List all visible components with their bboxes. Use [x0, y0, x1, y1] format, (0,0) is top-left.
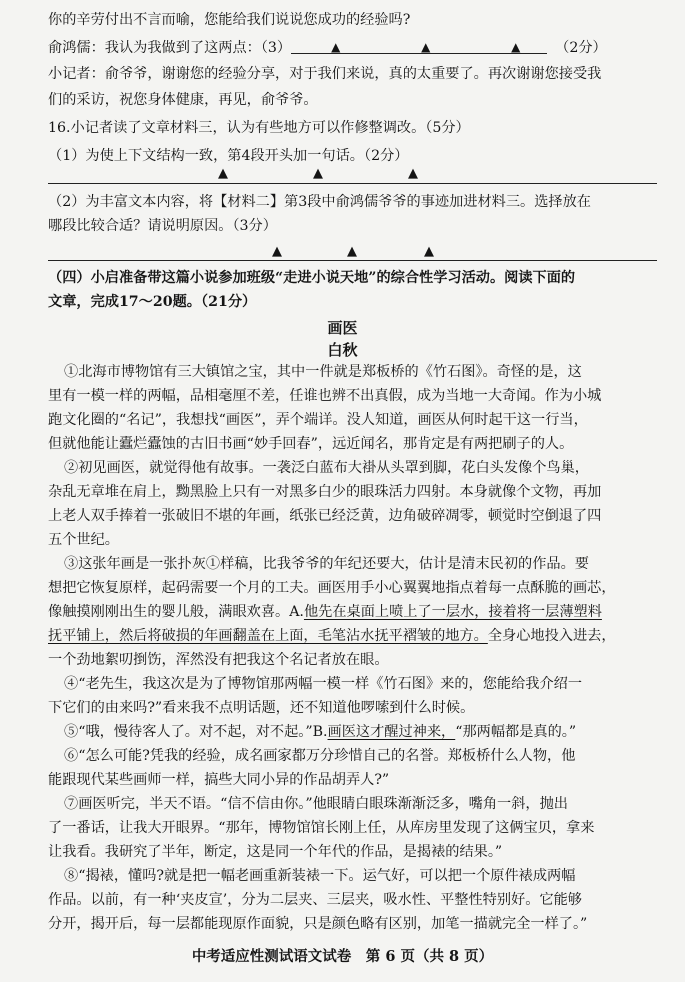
paragraph-line: 里有一模一样的两幅，品相毫厘不差，任谁也辨不出真假，成为当地一大奇闻。作为小城 — [48, 388, 602, 404]
triangle-icon: ▲ — [218, 166, 228, 181]
triangle-icon: ▲ — [313, 166, 323, 181]
story-author: 白秋 — [327, 341, 358, 359]
paragraph-line: 分开，揭开后，每一层都能现原作面貌，只是颜色略有区别，加笔一描就完全一样了。” — [48, 916, 588, 932]
paragraph-line: 下它们的由来吗?”看来我不点明话题，还不知道他啰嗦到什么时候。 — [48, 700, 475, 716]
underlined-sentence-a: 抚平铺上，然后将破损的年画翻盖在上面，毛笔沾水抚平褶皱的地方。 — [48, 628, 488, 644]
paragraph-line: 一个劲地絮叨捯饬，浑然没有把我这个名记者放在眼。 — [48, 652, 389, 668]
underlined-sentence-b: 画医这才醒过神来， — [327, 724, 456, 740]
paragraph-line: ⑥“怎么可能?凭我的经验，成名画家都万分珍惜自己的名誉。郑板桥什么人物，他 — [64, 748, 576, 764]
paragraph-line: 想把它恢复原样，起码需要一个月的工夫。画医用手小心翼翼地指点着每一点酥脆的画芯， — [48, 580, 616, 596]
triangle-icon: ▲ — [408, 166, 418, 181]
triangle-icon: ▲ — [347, 244, 357, 259]
triangle-icon: ▲ — [421, 40, 431, 54]
text-segment: 全身心地投入进去， — [487, 628, 616, 644]
story-title: 画医 — [327, 319, 358, 337]
paragraph-line: ⑧“揭裱，懂吗?就是把一幅老画重新装裱一下。运气好，可以把一个原件裱成两幅 — [64, 868, 576, 884]
paragraph-line: ②初见画医，就觉得他有故事。一袭泛白蓝布大褂从头罩到脚，花白头发像个鸟巢， — [64, 460, 589, 476]
paragraph-line: 上老人双手捧着一张破旧不堪的年画，纸张已经泛黄，边角破碎凋零，顿觉时空倒退了四 — [48, 508, 602, 524]
paragraph-line: 杂乱无章堆在肩上，黝黑脸上只有一对黑多白少的眼珠活力四射。本身就像个文物，再加 — [48, 484, 602, 500]
paragraph-line: 让我看。我研究了半年，断定，这是同一个年代的作品，是揭裱的结果。” — [48, 844, 503, 860]
page-footer: 中考适应性测试语文试卷 第 6 页（共 8 页） — [191, 948, 494, 965]
text-segment: 俞鸿儒：我认为我做到了这两点：（3） — [48, 40, 292, 56]
paragraph-line — [64, 722, 657, 742]
triangle-icon: ▲ — [511, 40, 521, 54]
triangle-icon: ▲ — [272, 244, 282, 259]
section-heading: 文章，完成17～20题。（21分） — [48, 294, 257, 310]
section-heading: （四）小启准备带这篇小说参加班级“走进小说天地”的综合性学习活动。阅读下面的 — [48, 270, 576, 286]
triangle-icon: ▲ — [331, 40, 341, 54]
paragraph-line: ③这张年画是一张扑灰①样稿，比我爷爷的年纪还要大，估计是清末民初的作品。要 — [64, 556, 589, 572]
paragraph-line: 跑文化圈的“名记”，我想找“画医”，弄个端详。没人知道，画医从何时起干这一行当， — [48, 412, 588, 428]
text-line: 你的辛劳付出不言而喻，您能给我们说说您成功的经验吗? — [48, 12, 411, 28]
answer-rule[interactable] — [48, 183, 657, 184]
question-part: （2）为丰富文本内容，将【材料二】第3段中俞鸿儒爷爷的事迹加进材料三。选择放在 — [48, 194, 591, 210]
triangle-icon: ▲ — [424, 244, 434, 259]
question-part: 哪段比较合适？请说明原因。（3分） — [48, 218, 277, 234]
paragraph-line: 了一番话，让我大开眼界。“那年，博物馆馆长刚上任，从库房里发现了这俩宝贝，拿来 — [48, 820, 595, 836]
text-segment: “那两幅都是真的。” — [455, 724, 577, 740]
answer-blank[interactable] — [291, 39, 547, 54]
text-line: 们的采访，祝您身体健康，再见，俞爷爷。 — [48, 92, 318, 108]
underlined-sentence-a: 他先在桌面上喷上了一层水，接着将一层薄塑料 — [303, 604, 602, 620]
question-part: （1）为使上下文结构一致，第4段开头加一句话。（2分） — [48, 148, 409, 164]
answer-line — [48, 38, 657, 58]
text-segment: 像触摸刚刚出生的婴儿般，满眼欢喜。A. — [48, 604, 304, 620]
score-label: （2分） — [555, 40, 607, 56]
text-line: 小记者：俞爷爷，谢谢您的经验分享，对于我们来说，真的太重要了。再次谢谢您接受我 — [48, 66, 602, 82]
paragraph-line: ①北海市博物馆有三大镇馆之宝，其中一件就是郑板桥的《竹石图》。奇怪的是，这 — [64, 364, 582, 380]
paragraph-line: ④“老先生，我这次是为了博物馆那两幅一模一样《竹石图》来的，您能给我介绍一 — [64, 676, 583, 692]
question-title: 16.小记者读了文章材料三，认为有些地方可以作修整调改。（5分） — [48, 120, 470, 136]
paragraph-line — [48, 626, 657, 646]
paragraph-line: ⑦画医听完，半天不语。“信不信由你。”他眼睛白眼珠渐渐泛多，嘴角一斜，抛出 — [64, 796, 568, 812]
paragraph-line: 但就他能让蠹烂蠹蚀的古旧书画“妙手回春”，远近闻名，那肯定是有两把刷子的人。 — [48, 436, 574, 452]
paragraph-line: 五个世纪。 — [48, 532, 119, 548]
answer-rule[interactable] — [48, 260, 657, 261]
paragraph-line: 能跟现代某些画师一样，搞些大同小异的作品胡弄人?” — [48, 772, 390, 788]
paragraph-line: 作品。以前，有一种‘夹皮宣’，分为二层夹、三层夹，吸水性、平整性特别好。它能够 — [48, 892, 582, 908]
paragraph-line — [48, 602, 657, 622]
text-segment: ⑤“哦，慢待客人了。对不起，对不起。”B. — [64, 724, 328, 740]
